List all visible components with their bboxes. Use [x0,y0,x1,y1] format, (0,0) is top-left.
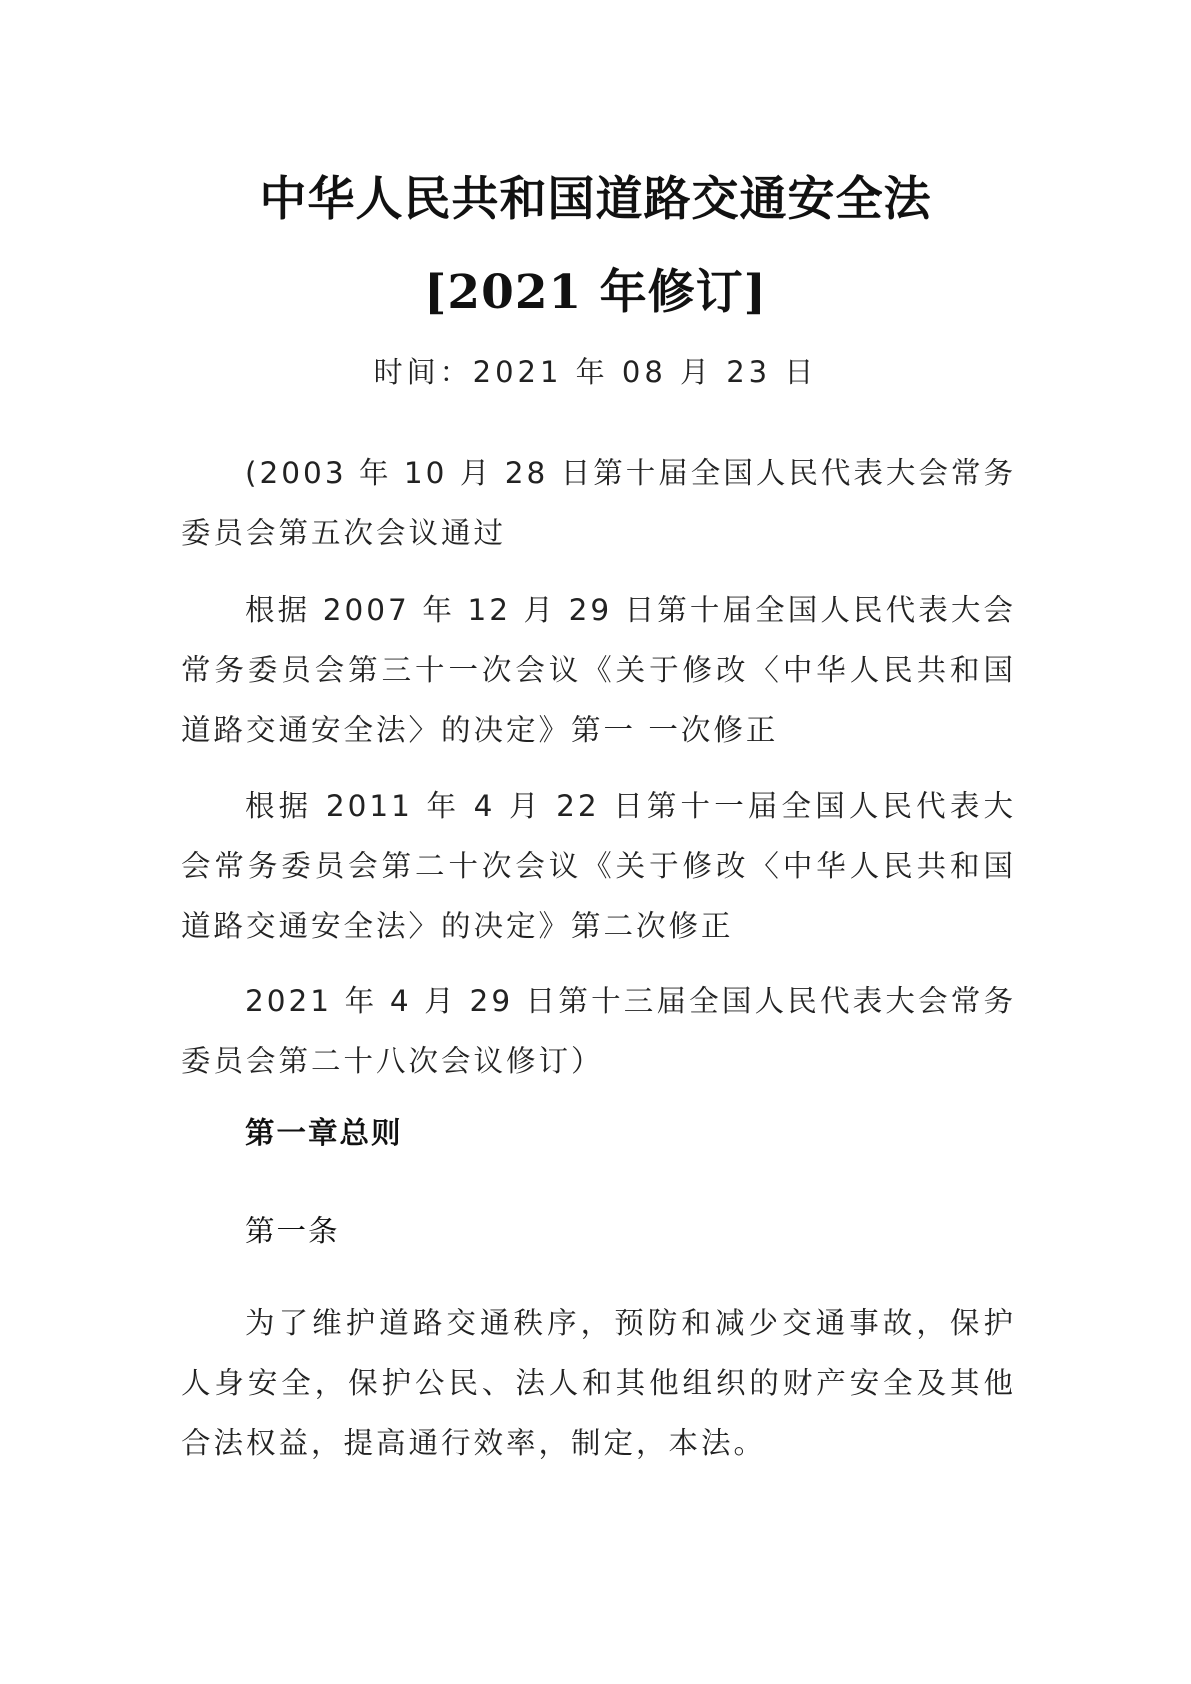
chapter-heading: 第一章总则 [245,1116,403,1150]
document-title: 中华人民共和国道路交通安全法 [259,172,932,227]
document-subtitle: [2021 年修订] [424,265,767,320]
article-paragraph: 为了维护道路交通秩序，预防和减少交通事故，保护人身安全，保护公民、法人和其他组织的财产安全及其他合法权益，提高通行效率，制定，本法。 [181,1306,1016,1460]
preamble-paragraph-2: 根据 2007 年 12 月 29 日第十届全国人民代表大会常务委员会第三十一次会议《关于修改〈中华人民共和国道路交通安全法〉的决定》第一 一次修正 [181,593,1016,747]
preamble-paragraph-3: 根据 2011 年 4 月 22 日第十一届全国人民代表大会常务委员会第二十次会议《关于修改〈中华人民共和国道路交通安全法〉的决定》第二次修正 [181,789,1016,943]
preamble-paragraph-4: 2021 年 4 月 29 日第十三届全国人民代表大会常务委员会第二十八次会议修订） [181,984,1016,1078]
document-date: 时间：2021 年 08 月 23 日 [373,355,818,389]
article-heading: 第一条 [245,1214,340,1248]
preamble-paragraph-1: (2003 年 10 月 28 日第十届全国人民代表大会常务委员会第五次会议通过 [181,456,1016,550]
